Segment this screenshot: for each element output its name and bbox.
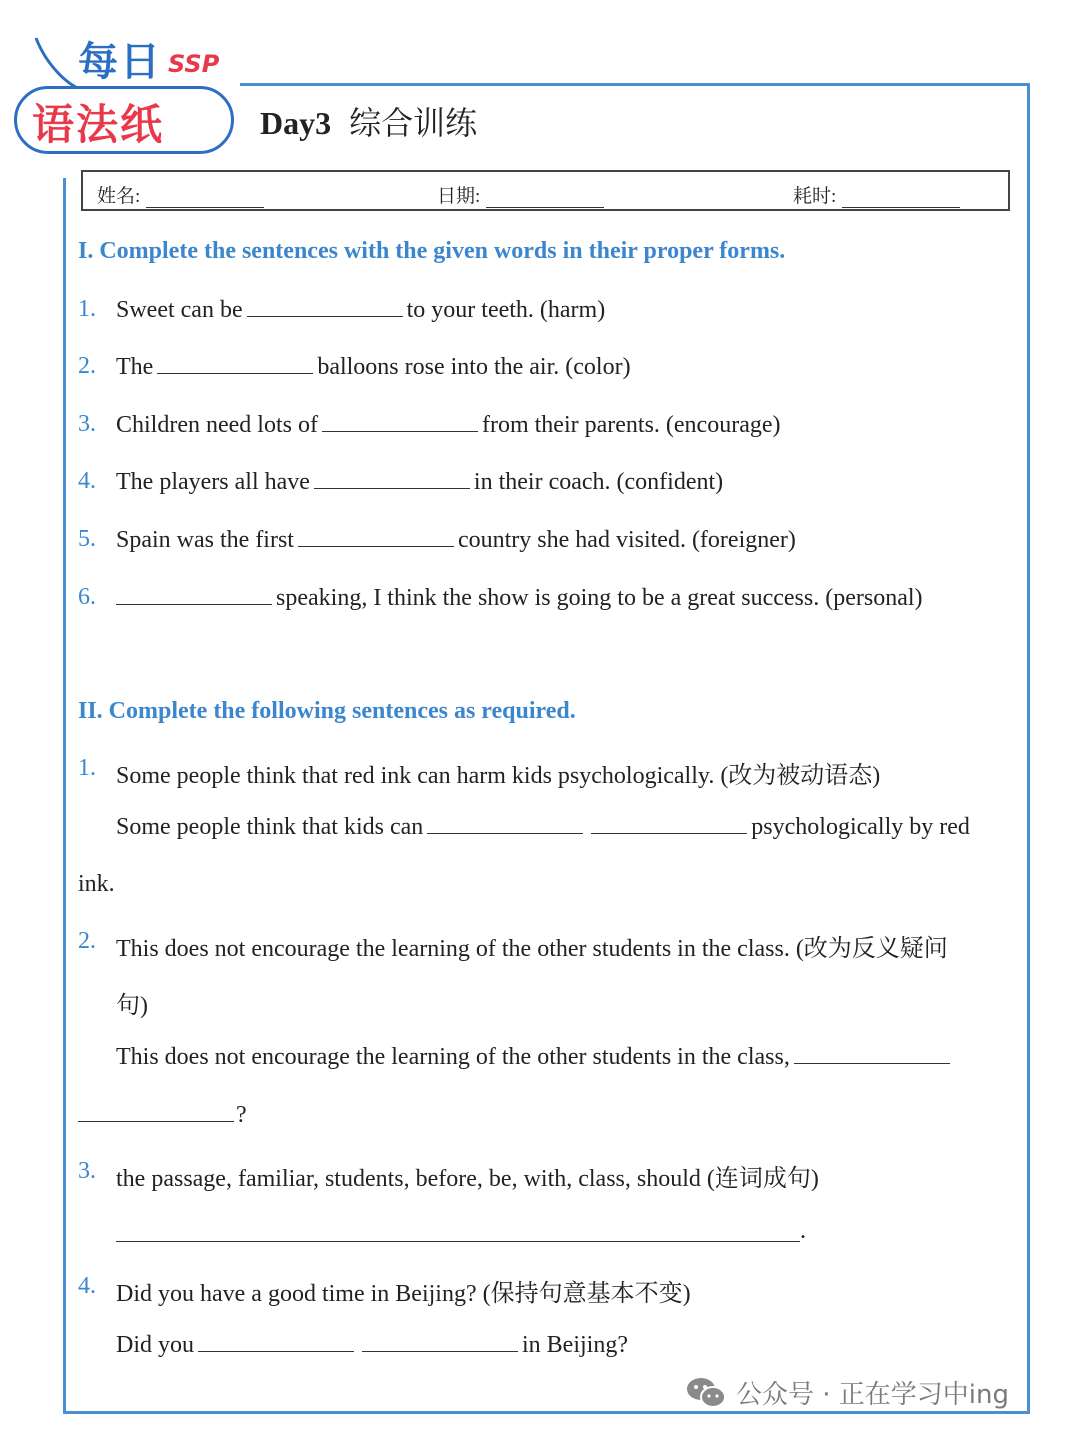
section2-heading: II. Complete the following sentences as required. — [78, 698, 576, 724]
s2-q1-prompt: Some people think that red ink can harm kids psychologically. (改为被动语态) — [116, 763, 881, 789]
s1-item6-post: speaking, I think the show is going to be a great success. (personal) — [276, 585, 923, 611]
s1-item6 — [116, 584, 923, 612]
s2-q4-prompt: Did you have a good time in Beijing? (保持句意基本不变) — [116, 1281, 691, 1307]
name-blank[interactable] — [146, 189, 264, 208]
name-field[interactable] — [97, 181, 264, 208]
s1-item4 — [116, 468, 723, 496]
time-blank[interactable] — [842, 189, 960, 208]
s1-item5-post: country she had visited. (foreigner) — [457, 527, 796, 553]
answer-blank[interactable] — [591, 813, 747, 834]
answer-blank[interactable] — [298, 526, 454, 547]
s2-q4-answer-post: in Beijing? — [522, 1332, 628, 1358]
wechat-icon — [686, 1376, 726, 1410]
s1-item4-num: 4. — [78, 468, 96, 494]
answer-blank[interactable] — [314, 468, 470, 489]
logo-main-text: 语法纸 — [32, 100, 165, 149]
s1-item2-num: 2. — [78, 353, 96, 379]
answer-blank[interactable] — [198, 1331, 354, 1352]
answer-blank[interactable] — [427, 813, 583, 834]
s2-q1-num: 1. — [78, 755, 96, 781]
s2-q1-answer-post: psychologically by red — [751, 814, 970, 840]
page-title — [260, 98, 477, 144]
date-blank[interactable] — [486, 189, 604, 208]
date-label: 日期: — [437, 186, 481, 207]
logo-ssp-text: SSP — [168, 50, 220, 78]
time-label: 耗时: — [793, 186, 837, 207]
answer-blank[interactable] — [362, 1331, 518, 1352]
s1-item1-num: 1. — [78, 296, 96, 322]
time-field[interactable] — [793, 181, 960, 208]
answer-blank[interactable] — [116, 584, 272, 605]
s1-item2-post: balloons rose into the air. (color) — [317, 354, 631, 380]
s2-q2-answer-end: ? — [236, 1102, 247, 1128]
s1-item5 — [116, 526, 796, 554]
s2-q1-answer-end: ink. — [78, 871, 115, 897]
s1-item2 — [116, 353, 631, 381]
s1-item1-pre: Sweet can be — [116, 297, 243, 323]
s1-item3-num: 3. — [78, 411, 96, 437]
s2-q4-answer — [116, 1331, 628, 1359]
answer-blank[interactable] — [247, 296, 403, 317]
s2-q1-answer-pre: Some people think that kids can — [116, 814, 424, 840]
student-info-box — [81, 170, 1010, 211]
s2-q3-num: 3. — [78, 1158, 96, 1184]
s1-item5-pre: Spain was the first — [116, 527, 294, 553]
s1-item3-pre: Children need lots of — [116, 412, 318, 438]
s1-item1 — [116, 296, 605, 324]
watermark-text: 公众号 · 正在学习中ing — [736, 1380, 1010, 1410]
answer-blank[interactable] — [794, 1043, 950, 1064]
answer-blank[interactable] — [157, 353, 313, 374]
s2-q2-answer — [116, 1043, 954, 1071]
s2-q2-num: 2. — [78, 928, 96, 954]
s2-q4-answer-pre: Did you — [116, 1332, 194, 1358]
s2-q3-answer-line[interactable] — [116, 1241, 800, 1242]
s2-q2-prompt: This does not encourage the learning of the other students in the class. (改为反义疑问 — [116, 936, 948, 962]
s2-q3-period: . — [800, 1218, 806, 1244]
answer-blank[interactable] — [78, 1101, 234, 1122]
title-subtitle: 综合训练 — [349, 105, 478, 141]
logo-top-text: 每日 — [78, 39, 162, 85]
answer-blank[interactable] — [322, 411, 478, 432]
s2-q4-num: 4. — [78, 1273, 96, 1299]
name-label: 姓名: — [97, 186, 141, 207]
section1-heading: I. Complete the sentences with the given words in their proper forms. — [78, 238, 786, 264]
s1-item6-num: 6. — [78, 584, 96, 610]
s1-item1-post: to your teeth. (harm) — [406, 297, 606, 323]
s1-item4-pre: The players all have — [116, 469, 310, 495]
s1-item3 — [116, 411, 781, 439]
s2-q2-answer-line2 — [78, 1101, 247, 1129]
s1-item2-pre: The — [116, 354, 154, 380]
day-label: Day3 — [260, 105, 332, 141]
s2-q2-answer-pre: This does not encourage the learning of the other students in the class, — [116, 1044, 790, 1070]
watermark — [686, 1374, 1009, 1411]
s1-item4-post: in their coach. (confident) — [473, 469, 724, 495]
s2-q2-prompt-end: 句) — [116, 993, 148, 1019]
s1-item3-post: from their parents. (encourage) — [481, 412, 781, 438]
page-frame — [63, 83, 1030, 1414]
date-field[interactable] — [437, 181, 604, 208]
s2-q3-prompt: the passage, familiar, students, before, be, with, class, should (连词成句) — [116, 1166, 819, 1192]
s2-q1-answer — [116, 813, 970, 841]
s1-item5-num: 5. — [78, 526, 96, 552]
